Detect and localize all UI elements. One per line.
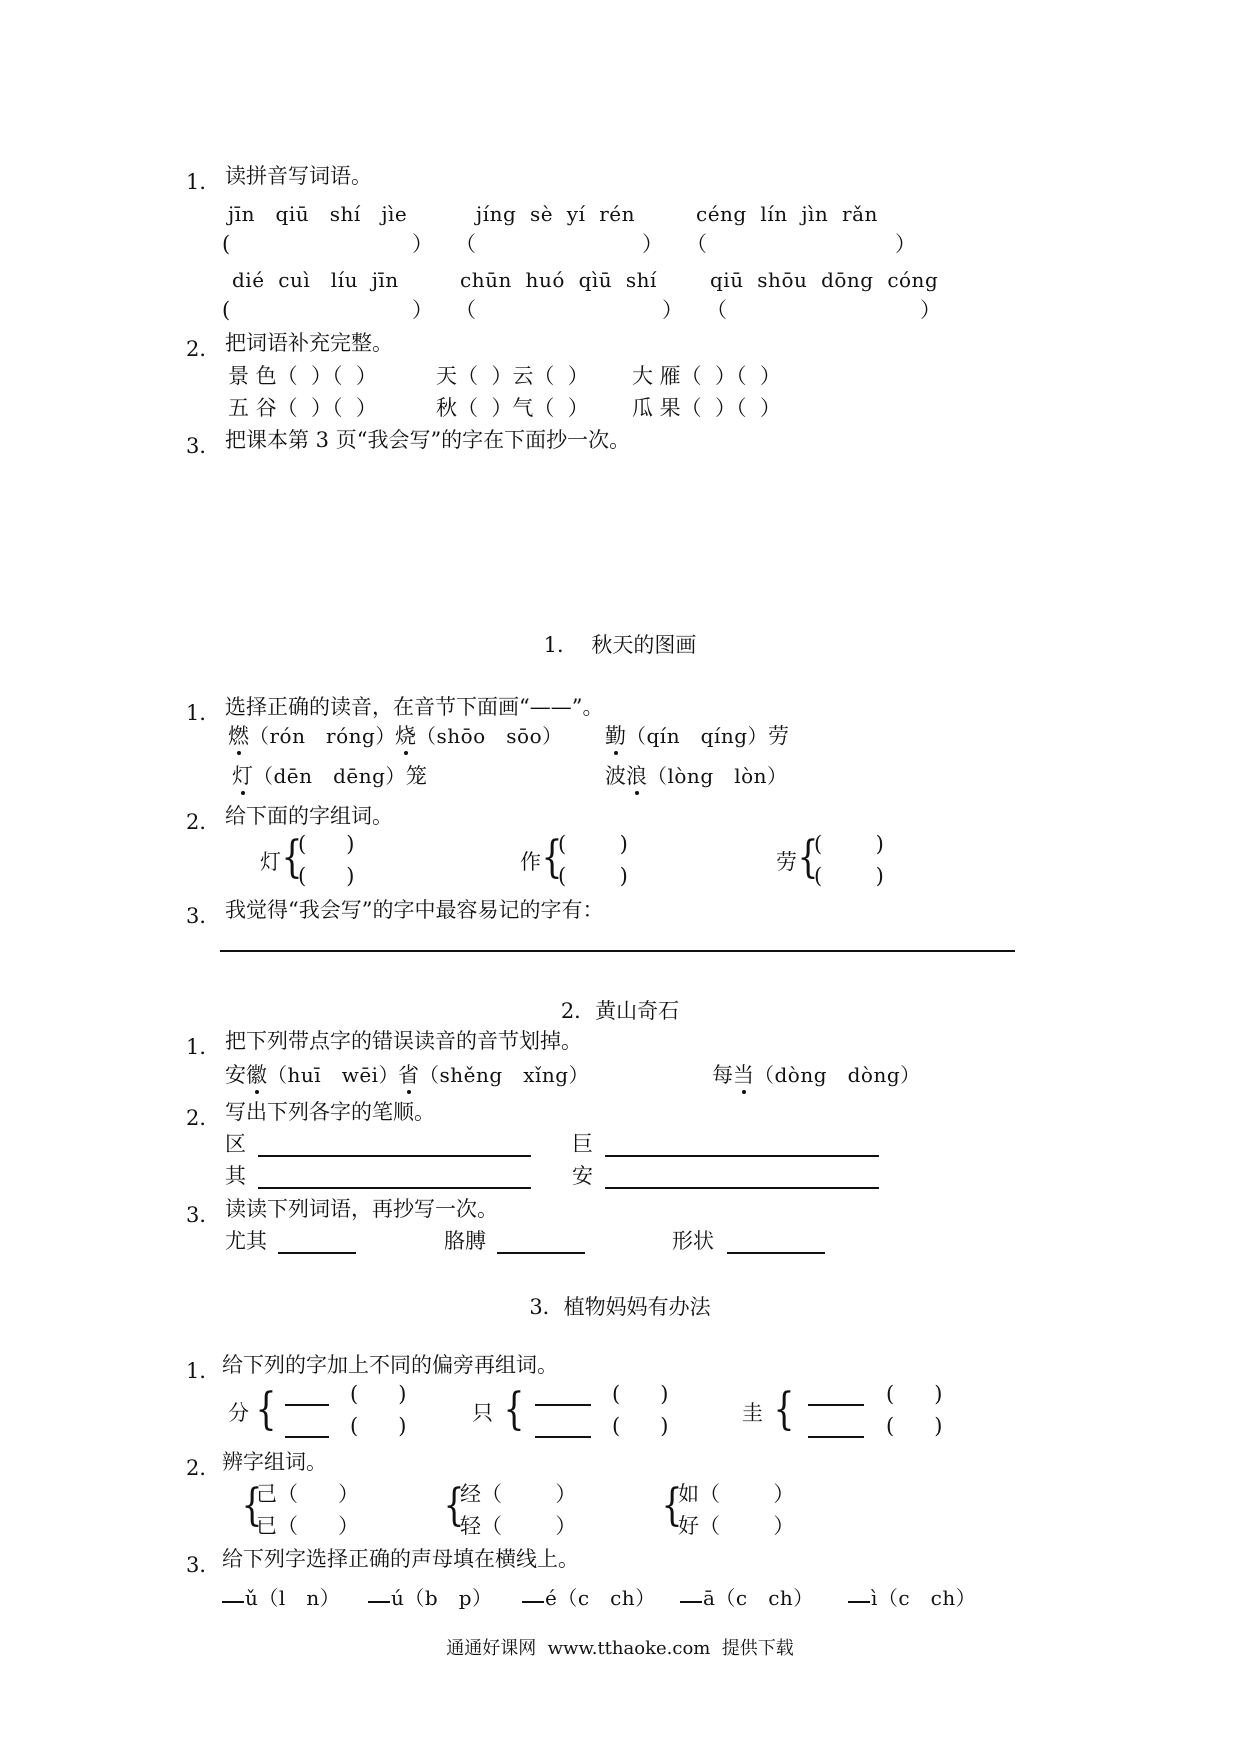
- brace-icon: {: [255, 1384, 277, 1435]
- q-number: 3．: [186, 904, 221, 928]
- initial-choice: ì（c ch）: [871, 1586, 977, 1610]
- question-text: 把下列带点字的错误读音的音节划掉。: [225, 1029, 582, 1053]
- initial-choice: ǔ（l n）: [245, 1586, 341, 1610]
- fill-item: 瓜 果（ ）（ ）: [632, 396, 781, 420]
- group-char: 灯: [260, 850, 281, 874]
- answer-line[interactable]: [605, 1187, 879, 1189]
- answer-paren-close: ）: [412, 232, 433, 256]
- q-number: 3．: [186, 1553, 221, 1577]
- answer-line[interactable]: [220, 950, 1015, 952]
- dotted-char: 勤: [605, 724, 626, 748]
- pinyin-options: （lòng lòn）: [647, 764, 788, 788]
- brace-icon: {: [443, 1480, 465, 1531]
- copy-word: 形状: [672, 1229, 714, 1253]
- fill-item: 天（ ）云（ ）: [436, 364, 589, 388]
- dotted-char: 省: [398, 1063, 419, 1087]
- group-char: 劳: [776, 850, 797, 874]
- pinyin-options: （rón róng）: [249, 724, 396, 748]
- distinguish-item: 轻（ ）: [460, 1514, 577, 1538]
- q-number: 3．: [186, 1203, 221, 1227]
- answer-paren: ( ): [612, 1414, 669, 1438]
- distinguish-item: 如（ ）: [678, 1482, 795, 1506]
- initial-choice: é（c ch）: [545, 1586, 656, 1610]
- brace-icon: {: [241, 1480, 263, 1531]
- question-text: 把课本第 3 页“我会写”的字在下面抄一次。: [225, 428, 631, 452]
- q-number: 3．: [186, 434, 221, 458]
- pinyin: céng lín jìn rǎn: [696, 202, 878, 226]
- distinguish-item: 好（ ）: [678, 1514, 795, 1538]
- answer-paren: ( ): [350, 1414, 407, 1438]
- q-number: 1．: [186, 1035, 221, 1059]
- lesson-title: 3．植物妈妈有办法: [529, 1295, 711, 1319]
- pinyin: jīn qiū shí jìe: [228, 202, 408, 226]
- brace-icon: {: [773, 1384, 795, 1435]
- reading-item: [228, 726, 396, 747]
- dotted-char: 浪: [626, 764, 647, 788]
- fill-item: 五 谷（ ）（ ）: [228, 396, 377, 420]
- answer-line[interactable]: [368, 1601, 390, 1603]
- q-number: 1．: [186, 170, 221, 194]
- stroke-char: 安: [572, 1164, 593, 1188]
- reading-item: [605, 726, 789, 747]
- answer-paren: ( ): [612, 1382, 669, 1406]
- initial-choice: ā（c ch）: [703, 1586, 814, 1610]
- word-char: 每: [712, 1063, 733, 1087]
- stroke-char: 巨: [572, 1132, 593, 1156]
- answer-line[interactable]: [258, 1155, 531, 1157]
- fill-item: 景 色（ ）（ ）: [228, 364, 377, 388]
- dotted-char: 燃: [228, 724, 249, 748]
- radical-char: 圭: [742, 1401, 763, 1425]
- answer-line[interactable]: [522, 1601, 544, 1603]
- word-char: 波: [605, 764, 626, 788]
- answer-line[interactable]: [848, 1601, 870, 1603]
- answer-line[interactable]: [258, 1187, 531, 1189]
- radical-char: 只: [472, 1401, 493, 1425]
- answer-paren-close: ）: [895, 232, 916, 256]
- pinyin-options: （dēn dēng）: [253, 764, 406, 788]
- dotted-char: 烧: [395, 724, 416, 748]
- reading-item: [225, 1065, 399, 1086]
- q-number: 2．: [186, 1456, 221, 1480]
- brace-icon: {: [661, 1480, 683, 1531]
- answer-paren: ( ): [350, 1382, 407, 1406]
- copy-word: 胳膊: [444, 1229, 486, 1253]
- question-text: 给下面的字组词。: [225, 804, 393, 828]
- answer-paren: ( ): [298, 864, 355, 888]
- stroke-char: 其: [225, 1164, 246, 1188]
- pinyin-options: （shěng xǐng）: [419, 1063, 590, 1087]
- q-number: 2．: [186, 337, 221, 361]
- answer-line[interactable]: [808, 1404, 864, 1406]
- question-text: 把词语补充完整。: [225, 331, 393, 355]
- brace-icon: {: [541, 832, 563, 883]
- answer-line[interactable]: [285, 1404, 329, 1406]
- brace-icon: {: [281, 832, 303, 883]
- answer-line[interactable]: [535, 1436, 591, 1438]
- question-text: 给下列字选择正确的声母填在横线上。: [222, 1547, 579, 1571]
- brace-icon: {: [503, 1384, 525, 1435]
- q-number: 1．: [186, 1359, 221, 1383]
- question-text: 辨字组词。: [222, 1450, 327, 1474]
- distinguish-item: 己（ ）: [256, 1482, 360, 1506]
- pinyin-options: （shōo sōo）: [416, 724, 563, 748]
- word-char: 劳: [768, 724, 790, 748]
- answer-line[interactable]: [222, 1601, 244, 1603]
- answer-line[interactable]: [285, 1436, 329, 1438]
- answer-paren-open: （: [686, 232, 707, 256]
- answer-paren-open: （: [455, 232, 476, 256]
- pinyin-options: （huī wēi）: [267, 1063, 400, 1087]
- dotted-char: 灯: [232, 764, 253, 788]
- dotted-char: 当: [733, 1063, 754, 1087]
- distinguish-item: 已（ ）: [256, 1514, 360, 1538]
- fill-item: 大 雁（ ）（ ）: [632, 364, 781, 388]
- answer-line[interactable]: [497, 1252, 585, 1254]
- pinyin-options: （dòng dòng）: [754, 1063, 921, 1087]
- answer-paren: ( ): [886, 1414, 943, 1438]
- radical-char: 分: [228, 1401, 249, 1425]
- answer-line[interactable]: [727, 1252, 825, 1254]
- pinyin: qiū shōu dōng cóng: [710, 268, 939, 292]
- question-text: 读拼音写词语。: [225, 164, 372, 188]
- q-number: 2．: [186, 810, 221, 834]
- pinyin: dié cuì líu jīn: [232, 268, 399, 292]
- distinguish-item: 经（ ）: [460, 1482, 577, 1506]
- question-text: 写出下列各字的笔顺。: [225, 1100, 435, 1124]
- answer-paren: ( ): [814, 864, 884, 888]
- answer-line[interactable]: [605, 1155, 879, 1157]
- pinyin: jíng sè yí rén: [476, 202, 635, 226]
- answer-paren: ( ): [298, 832, 355, 856]
- word-char: 笼: [405, 764, 427, 788]
- q-number: 2．: [186, 1106, 221, 1130]
- question-text: 选择正确的读音，在音节下面画“——”。: [225, 695, 604, 719]
- answer-paren: ( ): [558, 832, 628, 856]
- answer-paren-open: (: [222, 298, 231, 322]
- answer-line[interactable]: [278, 1252, 356, 1254]
- question-text: 我觉得“我会写”的字中最容易记的字有：: [225, 898, 604, 922]
- answer-paren: ( ): [886, 1382, 943, 1406]
- reading-item: [712, 1065, 921, 1086]
- fill-item: 秋（ ）气（ ）: [436, 396, 589, 420]
- copy-word: 尤其: [225, 1229, 267, 1253]
- answer-paren-open: (: [222, 232, 231, 256]
- pinyin-options: （qín qíng）: [626, 724, 769, 748]
- q-number: 1．: [186, 701, 221, 725]
- question-text: 给下列的字加上不同的偏旁再组词。: [222, 1353, 558, 1377]
- answer-paren-close: ）: [412, 298, 433, 322]
- answer-paren: ( ): [814, 832, 884, 856]
- group-char: 作: [520, 850, 541, 874]
- answer-line[interactable]: [535, 1404, 591, 1406]
- dotted-char: 徽: [246, 1063, 267, 1087]
- answer-paren: ( ): [558, 864, 628, 888]
- brace-icon: {: [797, 832, 819, 883]
- answer-paren-close: ）: [642, 232, 663, 256]
- lesson-title: 2．黄山奇石: [560, 999, 680, 1023]
- answer-line[interactable]: [680, 1601, 702, 1603]
- reading-item: [232, 766, 427, 787]
- pinyin: chūn huó qìū shí: [460, 268, 657, 292]
- reading-item: [605, 766, 788, 787]
- reading-item: [395, 726, 563, 747]
- answer-paren-close: ）: [920, 298, 941, 322]
- answer-paren-close: ）: [662, 298, 683, 322]
- answer-paren-open: （: [706, 298, 727, 322]
- stroke-char: 区: [225, 1132, 246, 1156]
- initial-choice: ú（b p）: [391, 1586, 493, 1610]
- page-footer: 通通好课网 www.tthaoke.com 提供下载: [446, 1638, 794, 1659]
- reading-item: [398, 1065, 589, 1086]
- answer-paren-open: （: [455, 298, 476, 322]
- word-char: 安: [225, 1063, 246, 1087]
- question-text: 读读下列词语，再抄写一次。: [225, 1197, 498, 1221]
- answer-line[interactable]: [808, 1436, 864, 1438]
- lesson-title: 1． 秋天的图画: [543, 633, 697, 657]
